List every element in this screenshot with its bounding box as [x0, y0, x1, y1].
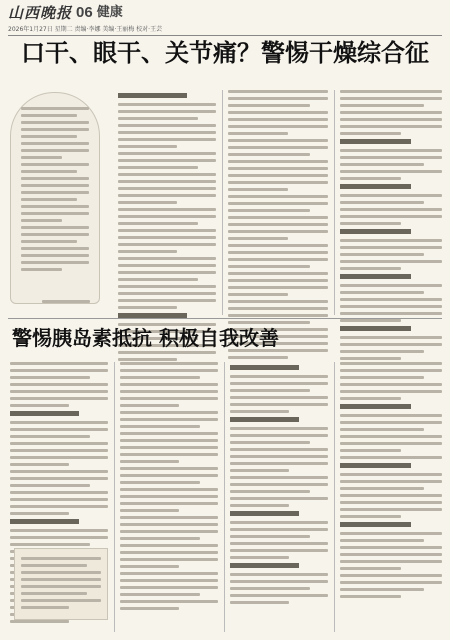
pull-quote-box	[10, 92, 100, 304]
masthead	[8, 4, 442, 22]
bottom-article-headline: 警惕胰岛素抵抗 积极自我改善	[12, 326, 279, 350]
bottom-article-column-4	[340, 362, 442, 602]
top-article-column-3	[340, 90, 442, 364]
top-article-headline: 口干、眼干、关节痛？警惕干燥综合征	[21, 39, 429, 67]
tip-box	[14, 548, 108, 620]
page-number: 06	[76, 4, 93, 21]
bottom-article-column-3	[230, 362, 328, 608]
bottom-article-column-2	[120, 362, 218, 614]
pull-quote-text	[21, 107, 89, 275]
illustration-caption	[18, 300, 98, 306]
paper-name: 山西晚报	[8, 4, 73, 22]
top-article-column-2	[228, 90, 328, 363]
article-divider	[8, 318, 442, 319]
section-name: 健康	[96, 5, 123, 20]
dateline: 2026年1月27日 星期二 责编·李娜 美编·王丽梅 校对·王芸	[8, 24, 442, 36]
top-article-column-1	[118, 90, 216, 365]
